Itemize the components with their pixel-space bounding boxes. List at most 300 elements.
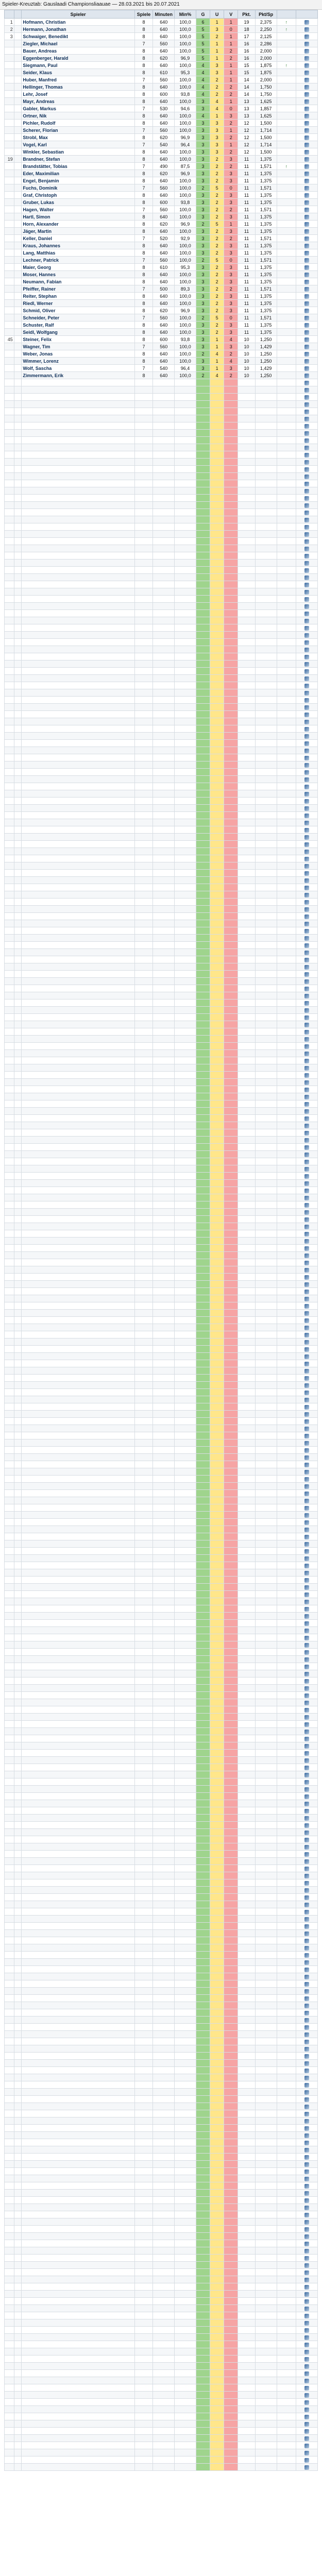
table-row[interactable] [5,1375,318,1382]
table-row[interactable] [5,2334,318,2341]
table-row[interactable] [5,632,318,639]
table-row[interactable] [5,430,318,437]
table-row[interactable] [5,2384,318,2392]
header-spiele[interactable]: Spiele [134,10,153,19]
table-row[interactable] [5,2089,318,2096]
table-row[interactable] [5,1137,318,1144]
table-row[interactable] [5,2262,318,2269]
table-row[interactable] [5,877,318,884]
table-row[interactable] [5,1605,318,1613]
table-row[interactable] [5,747,318,754]
table-row[interactable] [5,1108,318,1115]
table-row[interactable] [5,2154,318,2161]
table-row[interactable] [5,1302,318,1310]
table-row[interactable] [5,437,318,444]
table-row[interactable] [5,112,318,120]
table-row[interactable] [5,1916,318,1923]
table-row[interactable] [5,935,318,942]
table-row[interactable] [5,913,318,920]
table-row[interactable] [5,466,318,473]
table-row[interactable] [5,372,318,379]
table-row[interactable] [5,1173,318,1180]
table-row[interactable] [5,1043,318,1050]
table-row[interactable] [5,2182,318,2190]
table-row[interactable] [5,978,318,985]
table-row[interactable] [5,2363,318,2370]
table-row[interactable] [5,2327,318,2334]
table-row[interactable] [5,769,318,776]
table-row[interactable] [5,271,318,278]
table-row[interactable] [5,798,318,805]
table-row[interactable] [5,725,318,733]
row-player-name[interactable]: Hagen, Walter [22,206,134,213]
table-row[interactable] [5,574,318,581]
row-player-name[interactable]: Zimmermann, Erik [22,372,134,379]
table-row[interactable] [5,2355,318,2363]
table-row[interactable] [5,2218,318,2226]
row-player-name[interactable]: Wimmer, Lorenz [22,358,134,365]
table-row[interactable] [5,1093,318,1100]
table-row[interactable] [5,1216,318,1223]
table-row[interactable] [5,1021,318,1028]
table-row[interactable] [5,2291,318,2298]
table-row[interactable] [5,1245,318,1252]
table-row[interactable] [5,1504,318,1512]
table-row[interactable] [5,2024,318,2031]
table-row[interactable] [5,1865,318,1872]
table-row[interactable] [5,1815,318,1822]
table-row[interactable] [5,711,318,718]
table-row[interactable] [5,1901,318,1908]
table-row[interactable] [5,1295,318,1302]
table-row[interactable] [5,379,318,386]
table-row[interactable] [5,603,318,610]
table-row[interactable] [5,1461,318,1468]
table-row[interactable] [5,1872,318,1879]
table-row[interactable] [5,1447,318,1454]
table-row[interactable] [5,1425,318,1432]
table-row[interactable] [5,83,318,91]
table-row[interactable] [5,1122,318,1129]
table-row[interactable] [5,581,318,588]
row-player-name[interactable]: Bauer, Andreas [22,47,134,55]
table-row[interactable] [5,971,318,978]
table-row[interactable] [5,91,318,98]
table-row[interactable] [5,221,318,228]
table-row[interactable] [5,1353,318,1360]
table-row[interactable] [5,509,318,516]
table-row[interactable] [5,2204,318,2211]
table-row[interactable] [5,329,318,336]
table-row[interactable] [5,2240,318,2247]
table-row[interactable] [5,120,318,127]
table-row[interactable] [5,163,318,170]
row-player-name[interactable]: Mayr, Andreas [22,98,134,105]
table-row[interactable] [5,1634,318,1641]
table-row[interactable] [5,1476,318,1483]
table-row[interactable] [5,2132,318,2139]
table-row[interactable] [5,1786,318,1793]
table-row[interactable] [5,523,318,531]
table-row[interactable] [5,2269,318,2276]
table-row[interactable] [5,899,318,906]
table-row[interactable] [5,1973,318,1980]
table-row[interactable] [5,1064,318,1072]
table-row[interactable] [5,2053,318,2060]
table-row[interactable] [5,487,318,495]
table-row[interactable] [5,358,318,365]
table-row[interactable] [5,19,318,26]
table-row[interactable] [5,531,318,538]
table-row[interactable] [5,2276,318,2283]
table-row[interactable] [5,1165,318,1173]
table-row[interactable] [5,2197,318,2204]
table-row[interactable] [5,2074,318,2081]
header-min-pct[interactable]: Min% [175,10,196,19]
table-row[interactable] [5,552,318,560]
row-player-name[interactable]: Winkler, Sebastian [22,148,134,156]
table-row[interactable] [5,588,318,596]
table-row[interactable] [5,69,318,76]
table-row[interactable] [5,1367,318,1375]
table-row[interactable] [5,2146,318,2154]
table-row[interactable] [5,1562,318,1569]
table-row[interactable] [5,26,318,33]
table-row[interactable] [5,826,318,834]
row-player-name[interactable]: Lang, Matthias [22,249,134,257]
table-row[interactable] [5,1223,318,1230]
row-player-name[interactable]: Maier, Georg [22,264,134,271]
table-row[interactable] [5,1411,318,1418]
table-row[interactable] [5,2139,318,2146]
table-row[interactable] [5,646,318,653]
table-row[interactable] [5,1569,318,1577]
table-row[interactable] [5,141,318,148]
table-row[interactable] [5,1894,318,1901]
table-row[interactable] [5,1252,318,1259]
table-row[interactable] [5,1274,318,1281]
table-row[interactable] [5,2009,318,2016]
table-row[interactable] [5,1923,318,1930]
table-row[interactable] [5,1144,318,1151]
table-row[interactable] [5,1036,318,1043]
table-row[interactable] [5,516,318,523]
row-player-name[interactable]: Schneider, Peter [22,314,134,321]
table-row[interactable] [5,2190,318,2197]
row-player-name[interactable]: Kraus, Johannes [22,242,134,249]
table-row[interactable] [5,1115,318,1122]
table-row[interactable] [5,1187,318,1194]
table-row[interactable] [5,1706,318,1714]
row-player-name[interactable]: Moser, Hannes [22,271,134,278]
table-row[interactable] [5,675,318,682]
row-player-name[interactable]: Pfeiffer, Rainer [22,285,134,293]
table-row[interactable] [5,1310,318,1317]
table-row[interactable] [5,1959,318,1966]
table-row[interactable] [5,62,318,69]
table-row[interactable] [5,1266,318,1274]
table-row[interactable] [5,33,318,40]
table-row[interactable] [5,350,318,358]
table-row[interactable] [5,834,318,841]
table-row[interactable] [5,1995,318,2002]
table-row[interactable] [5,1735,318,1742]
table-row[interactable] [5,1829,318,1836]
table-row[interactable] [5,870,318,877]
table-row[interactable] [5,1937,318,1944]
header-pkt[interactable]: Pkt. [238,10,255,19]
row-player-name[interactable]: Keller, Daniel [22,235,134,242]
table-row[interactable] [5,1346,318,1353]
table-row[interactable] [5,1540,318,1548]
table-row[interactable] [5,682,318,689]
table-row[interactable] [5,1483,318,1490]
header-name[interactable]: Spieler [22,10,134,19]
table-row[interactable] [5,257,318,264]
table-row[interactable] [5,206,318,213]
table-row[interactable] [5,1432,318,1439]
table-row[interactable] [5,401,318,408]
table-row[interactable] [5,610,318,617]
table-row[interactable] [5,148,318,156]
table-row[interactable] [5,1685,318,1692]
row-player-name[interactable]: Schuster, Ralf [22,321,134,329]
table-row[interactable] [5,1793,318,1800]
table-row[interactable] [5,1858,318,1865]
table-row[interactable] [5,2413,318,2420]
table-row[interactable] [5,2175,318,2182]
row-player-name[interactable]: Neumann, Fabian [22,278,134,285]
table-row[interactable] [5,2255,318,2262]
row-player-name[interactable]: Vogel, Karl [22,141,134,148]
table-row[interactable] [5,805,318,812]
table-row[interactable] [5,1980,318,1988]
header-rank[interactable] [5,10,14,19]
table-row[interactable] [5,235,318,242]
table-row[interactable] [5,1072,318,1079]
row-player-name[interactable]: Reiter, Stephan [22,293,134,300]
row-player-name[interactable]: Seidl, Wolfgang [22,329,134,336]
table-row[interactable] [5,906,318,913]
row-player-name[interactable]: Brandner, Stefan [22,156,134,163]
table-row[interactable] [5,2406,318,2413]
row-player-name[interactable]: Wagner, Tim [22,343,134,350]
table-row[interactable] [5,718,318,725]
table-row[interactable] [5,1050,318,1057]
table-row[interactable] [5,891,318,899]
table-row[interactable] [5,1879,318,1887]
table-row[interactable] [5,1692,318,1699]
row-player-name[interactable]: Ortner, Nik [22,112,134,120]
table-row[interactable] [5,639,318,646]
table-row[interactable] [5,321,318,329]
table-row[interactable] [5,1908,318,1916]
row-player-name[interactable]: Eggenberger, Harald [22,55,134,62]
header-ppsp[interactable]: Pkt/Sp [255,10,277,19]
table-row[interactable] [5,1209,318,1216]
table-row[interactable] [5,1800,318,1807]
row-player-name[interactable]: Jäger, Martin [22,228,134,235]
table-row[interactable] [5,999,318,1007]
table-row[interactable] [5,336,318,343]
row-player-name[interactable]: Weber, Jonas [22,350,134,358]
table-row[interactable] [5,1281,318,1288]
table-row[interactable] [5,1418,318,1425]
table-row[interactable] [5,560,318,567]
table-row[interactable] [5,1396,318,1403]
table-row[interactable] [5,408,318,415]
table-row[interactable] [5,617,318,624]
row-player-name[interactable]: Strobl, Max [22,134,134,141]
table-row[interactable] [5,228,318,235]
table-row[interactable] [5,47,318,55]
table-row[interactable] [5,1288,318,1295]
table-row[interactable] [5,668,318,675]
table-row[interactable] [5,1331,318,1338]
table-row[interactable] [5,992,318,999]
table-row[interactable] [5,314,318,321]
table-row[interactable] [5,1028,318,1036]
table-row[interactable] [5,249,318,257]
table-row[interactable] [5,1194,318,1201]
table-row[interactable] [5,2226,318,2233]
table-row[interactable] [5,1836,318,1843]
table-row[interactable] [5,1988,318,1995]
row-player-name[interactable]: Scherer, Florian [22,127,134,134]
table-row[interactable] [5,2298,318,2305]
table-row[interactable] [5,1677,318,1685]
table-row[interactable] [5,942,318,949]
table-row[interactable] [5,1742,318,1750]
table-row[interactable] [5,386,318,394]
row-player-name[interactable]: Wolf, Sascha [22,365,134,372]
table-row[interactable] [5,790,318,798]
table-row[interactable] [5,1714,318,1721]
header-flag[interactable] [14,10,22,19]
table-row[interactable] [5,920,318,927]
table-row[interactable] [5,1079,318,1086]
table-row[interactable] [5,1324,318,1331]
header-minuten[interactable]: Minuten [153,10,175,19]
row-player-name[interactable]: Horn, Alexander [22,221,134,228]
table-row[interactable] [5,495,318,502]
table-row[interactable] [5,1649,318,1656]
table-row[interactable] [5,1439,318,1447]
table-row[interactable] [5,1014,318,1021]
row-player-name[interactable]: Brandstätter, Tobias [22,163,134,170]
table-row[interactable] [5,1512,318,1519]
table-row[interactable] [5,2233,318,2240]
table-row[interactable] [5,1620,318,1627]
table-row[interactable] [5,177,318,184]
table-row[interactable] [5,653,318,660]
row-player-name[interactable]: Pichler, Rudolf [22,120,134,127]
row-player-name[interactable]: Eder, Maximilian [22,170,134,177]
row-player-name[interactable]: Gabler, Markus [22,105,134,112]
table-row[interactable] [5,170,318,177]
table-row[interactable] [5,1757,318,1764]
row-player-name[interactable]: Fuchs, Dominik [22,184,134,192]
table-row[interactable] [5,1230,318,1238]
table-row[interactable] [5,567,318,574]
row-player-name[interactable]: Hartl, Simon [22,213,134,221]
row-player-name[interactable]: Schwaiger, Benedikt [22,33,134,40]
table-row[interactable] [5,1699,318,1706]
table-row[interactable] [5,2060,318,2067]
table-row[interactable] [5,2045,318,2053]
table-row[interactable] [5,365,318,372]
table-row[interactable] [5,2110,318,2117]
row-player-name[interactable]: Steiner, Felix [22,336,134,343]
table-row[interactable] [5,1259,318,1266]
row-player-name[interactable]: Schmid, Oliver [22,307,134,314]
table-row[interactable] [5,2377,318,2384]
table-row[interactable] [5,2348,318,2355]
table-row[interactable] [5,1966,318,1973]
table-row[interactable] [5,1764,318,1771]
table-row[interactable] [5,2283,318,2291]
table-row[interactable] [5,596,318,603]
table-row[interactable] [5,2168,318,2175]
table-row[interactable] [5,1750,318,1757]
table-row[interactable] [5,1656,318,1663]
table-row[interactable] [5,841,318,848]
table-row[interactable] [5,422,318,430]
table-row[interactable] [5,761,318,769]
table-row[interactable] [5,285,318,293]
table-row[interactable] [5,1555,318,1562]
table-row[interactable] [5,697,318,704]
table-row[interactable] [5,300,318,307]
table-row[interactable] [5,1577,318,1584]
table-row[interactable] [5,689,318,697]
table-row[interactable] [5,2341,318,2348]
row-player-name[interactable]: Hellinger, Thomas [22,83,134,91]
row-player-name[interactable]: Gruber, Lukas [22,199,134,206]
table-row[interactable] [5,1944,318,1952]
table-row[interactable] [5,2067,318,2074]
table-row[interactable] [5,1454,318,1461]
table-row[interactable] [5,2319,318,2327]
table-row[interactable] [5,848,318,855]
table-row[interactable] [5,1129,318,1137]
table-row[interactable] [5,2392,318,2399]
table-row[interactable] [5,754,318,761]
table-row[interactable] [5,963,318,971]
table-row[interactable] [5,1403,318,1411]
table-row[interactable] [5,451,318,459]
table-row[interactable] [5,264,318,271]
table-row[interactable] [5,1670,318,1677]
table-row[interactable] [5,1613,318,1620]
table-row[interactable] [5,2038,318,2045]
table-row[interactable] [5,415,318,422]
table-row[interactable] [5,1533,318,1540]
table-row[interactable] [5,98,318,105]
table-row[interactable] [5,184,318,192]
table-row[interactable] [5,1382,318,1389]
table-row[interactable] [5,776,318,783]
table-row[interactable] [5,2399,318,2406]
row-player-name[interactable]: Lehr, Josef [22,91,134,98]
table-row[interactable] [5,1548,318,1555]
table-row[interactable] [5,1952,318,1959]
table-row[interactable] [5,2247,318,2255]
table-row[interactable] [5,884,318,891]
table-row[interactable] [5,1086,318,1093]
table-row[interactable] [5,192,318,199]
table-row[interactable] [5,2370,318,2377]
